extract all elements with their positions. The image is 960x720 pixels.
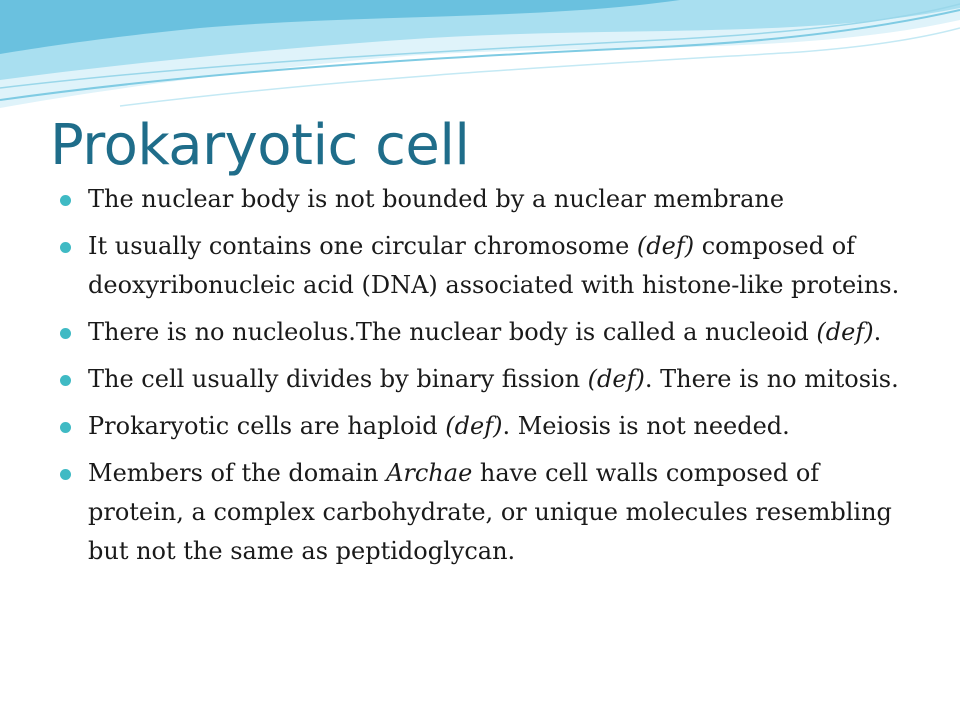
bullet-text-italic: (def) <box>587 365 645 393</box>
bullet-text: . There is no mitosis. <box>644 365 899 393</box>
bullet-text: The nuclear body is not bounded by a nuclear membrane <box>88 185 785 213</box>
slide-title: Prokaryotic cell <box>50 113 470 178</box>
bullet-text-italic: (def) <box>445 412 503 440</box>
bullet-item <box>60 313 920 352</box>
header-wave-decoration <box>0 0 960 120</box>
bullet-text-italic: (def) <box>636 232 695 260</box>
bullet-dot-icon <box>60 195 71 206</box>
bullet-text: The cell usually divides by binary fission <box>88 365 588 393</box>
bullet-text: . Meiosis is not needed. <box>502 412 790 440</box>
bullet-text-italic: Archae <box>386 459 473 487</box>
bullet-text: Members of the domain <box>88 459 387 487</box>
bullet-text: composed of deoxyribonucleic acid (DNA) associated with histone-like proteins. <box>88 232 900 299</box>
bullet-text: have cell walls composed of protein, a complex carbohydrate, or unique molecules resembling but not the same as peptidoglycan. <box>88 459 892 565</box>
bullet-text: It usually contains one circular chromosome <box>88 232 637 260</box>
bullet-dot-icon <box>60 469 71 480</box>
bullet-text: There is no nucleolus.The nuclear body is called a nucleoid <box>88 318 817 346</box>
bullet-text-italic: (def) <box>816 318 874 346</box>
bullet-item <box>60 407 920 446</box>
bullet-text: . <box>873 318 882 346</box>
bullet-dot-icon <box>60 328 71 339</box>
bullet-list <box>60 180 920 579</box>
bullet-item <box>60 180 920 219</box>
bullet-item <box>60 454 920 571</box>
bullet-item <box>60 360 920 399</box>
bullet-dot-icon <box>60 242 71 253</box>
bullet-text: Prokaryotic cells are haploid <box>88 412 446 440</box>
bullet-item <box>60 227 920 305</box>
bullet-dot-icon <box>60 375 71 386</box>
bullet-dot-icon <box>60 422 71 433</box>
